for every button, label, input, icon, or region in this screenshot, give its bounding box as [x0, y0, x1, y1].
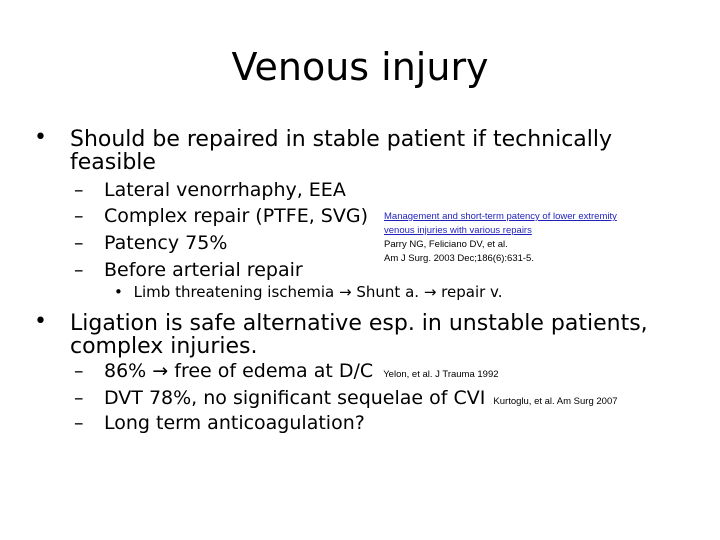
bullet1-line1: Should be repaired in stable patient if technically — [70, 127, 613, 152]
reference-link[interactable]: Management and short-term patency of lower extremity — [384, 211, 617, 222]
reference-journal: Am J Surg. 2003 Dec;186(6):631-5. — [384, 253, 534, 264]
citation: Yelon, et al. J Trauma 1992 — [383, 369, 499, 380]
bullet1-subitem: Patency 75% — [104, 232, 228, 254]
sub-sub-bullet — [114, 282, 503, 302]
dash-marker: – — [74, 412, 84, 434]
sub-sub-text: Limb threatening ischemia — [133, 283, 335, 301]
bullet1-subitem: Complex repair (PTFE, SVG) — [104, 205, 368, 227]
sub-sub-text: repair v. — [441, 283, 503, 301]
bullet-dot: • — [34, 309, 47, 334]
bullet2-subitem — [104, 384, 618, 412]
bullet-dot: • — [34, 125, 47, 150]
citation: Kurtoglu, et al. Am Surg 2007 — [493, 396, 618, 407]
dash-marker: – — [74, 179, 84, 201]
bullet1-subitem: Before arterial repair — [104, 259, 303, 281]
right-arrow-icon: → — [423, 283, 437, 301]
right-arrow-icon: → — [339, 283, 352, 301]
bullet2-line2: complex injuries. — [70, 334, 258, 359]
bullet1-line2: feasible — [70, 150, 156, 175]
subitem-text: DVT 78%, no significant sequelae of CVI — [104, 387, 486, 409]
slide-title: Venous injury — [231, 45, 489, 89]
reference-authors: Parry NG, Feliciano DV, et al. — [384, 239, 508, 250]
dash-marker: – — [74, 205, 84, 227]
dash-marker: – — [74, 259, 84, 281]
subitem-value: 86% — [104, 360, 147, 382]
dash-marker: – — [74, 387, 84, 409]
bullet2-subitem — [104, 357, 499, 385]
dash-marker: – — [74, 360, 84, 382]
reference-link-continued[interactable]: venous injuries with various repairs — [384, 225, 532, 236]
bullet2-line1: Ligation is safe alternative esp. in unstable patients, — [70, 311, 648, 336]
sub-sub-text: Shunt a. — [356, 283, 420, 301]
reference-block — [384, 210, 617, 266]
bullet1-subitem: Lateral venorrhaphy, EEA — [104, 179, 346, 201]
right-arrow-icon: → — [152, 360, 169, 382]
subitem-text: free of edema at D/C — [174, 360, 374, 382]
bullet-dot: • — [114, 283, 123, 301]
bullet2-subitem: Long term anticoagulation? — [104, 412, 365, 434]
dash-marker: – — [74, 232, 84, 254]
